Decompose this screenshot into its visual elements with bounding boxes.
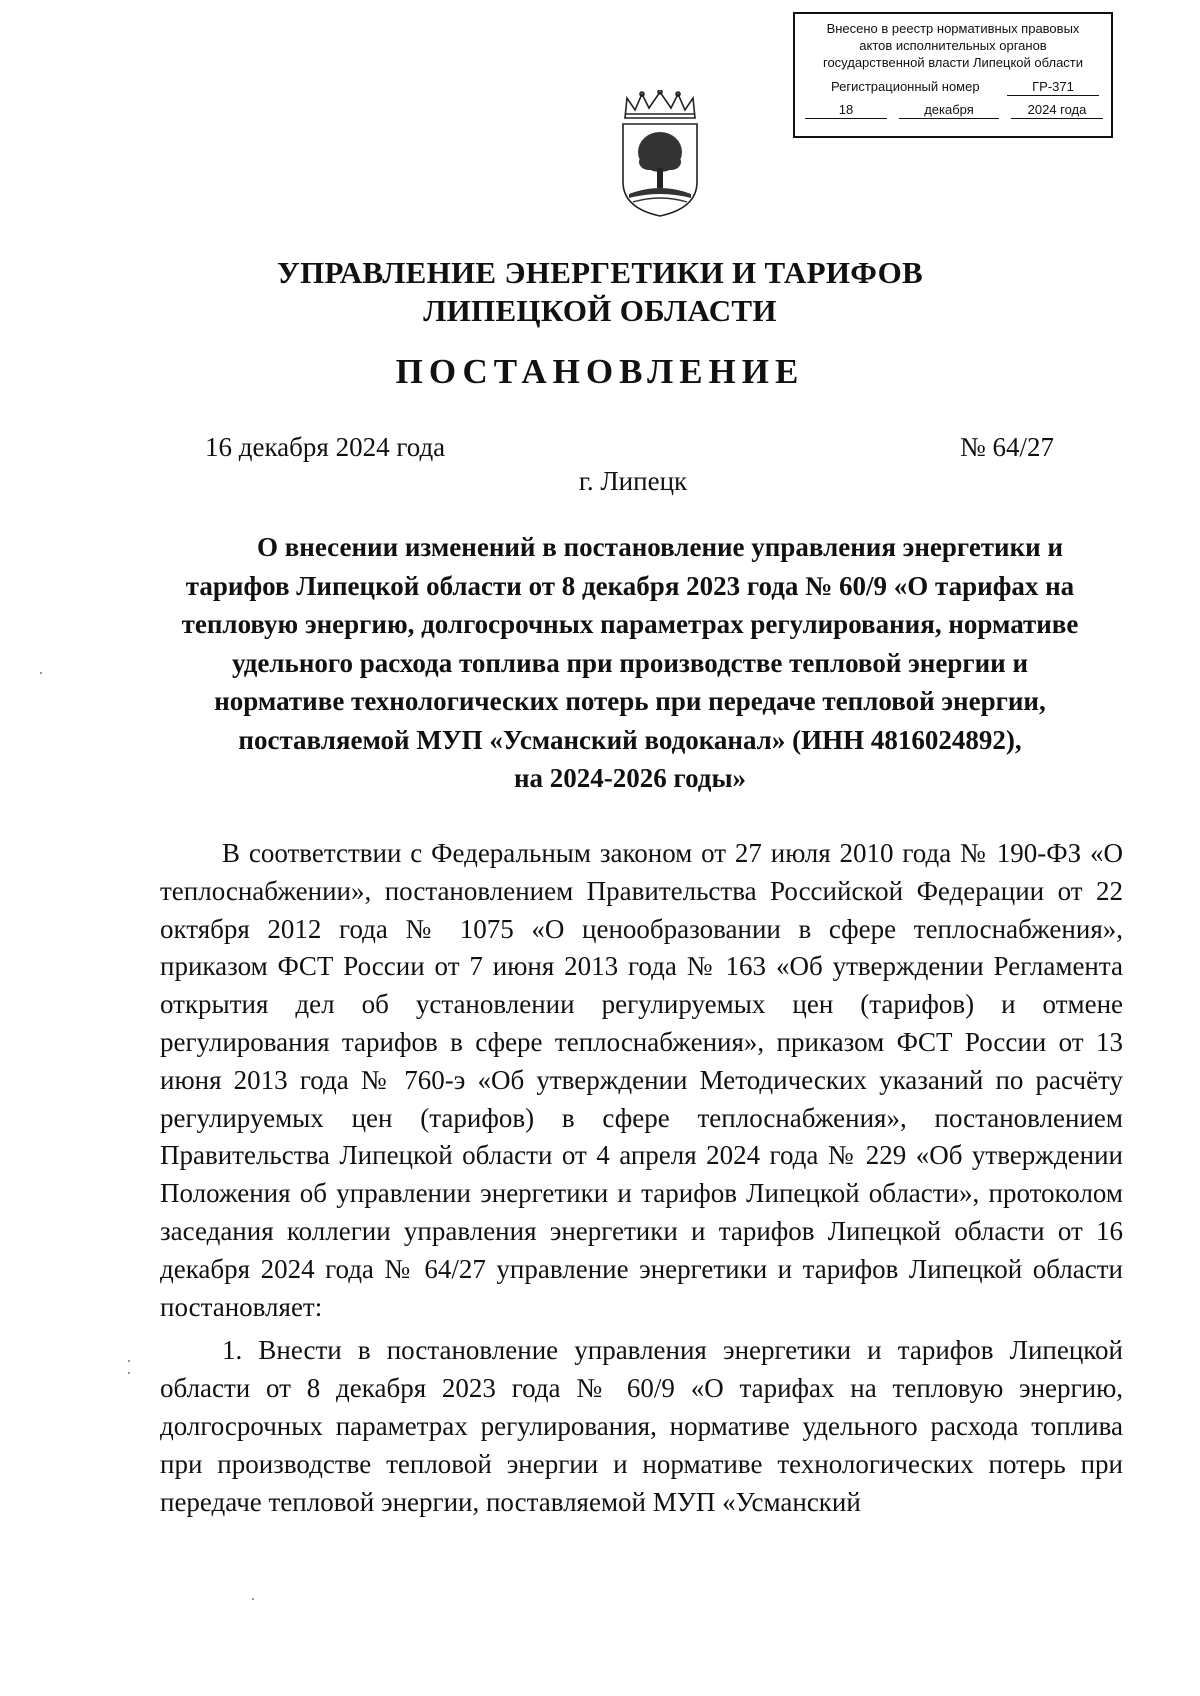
stamp-line: государственной власти Липецкой области: [822, 55, 1084, 70]
title-line: на 2024-2026 годы»: [513, 763, 747, 793]
title-line: поставляемой МУП «Усманский водоканал» (ИНН 4816024892),: [238, 724, 1022, 755]
stamp-year: 2024 года: [1011, 102, 1103, 119]
item-1-paragraph: 1. Внести в постановление управления энергетики и тарифов Липецкой области от 8 декабря 2023 года № 60/9 «О тарифах на тепловую энергию, долгосрочных параметрах регулирования, нормативе удельного расхода топлива при производстве тепловой энергии и нормативе технологических потерь при передаче тепловой энергии, поставляемой МУП «Усманский: [160, 1335, 1123, 1517]
org-name-line2: ЛИПЕЦКОЙ ОБЛАСТИ: [423, 293, 777, 328]
document-city: г. Липецк: [578, 466, 688, 496]
stamp-reg-number: ГР-371: [1007, 79, 1099, 96]
stamp-reg-label: Регистрационный номер: [831, 79, 980, 94]
document-body: [160, 835, 1123, 1521]
document-date: 16 декабря 2024 года: [205, 432, 446, 462]
preamble-paragraph: В соответствии с Федеральным законом от 27 июля 2010 года № 190-ФЗ «О теплоснабжении», постановлением Правительства Российской Федерации от 22 октября 2012 года № 1075 «О ценообразовании в сфере теплоснабжения», приказом ФСТ России от 7 июня 2013 года № 163 «Об утверждении Регламента открытия дел об установлении регулируемых цен (тарифов) и отмене регулирования тарифов в сфере теплоснабжения», приказом ФСТ России от 13 июня 2013 года № 760-э «Об утверждении Методических указаний по расчёту регулируемых цен (тарифов) в сфере теплоснабжения», постановлением Правительства Липецкой области от 4 апреля 2024 года № 229 «Об утверждении Положения об управлении энергетики и тарифов Липецкой области», протоколом заседания коллегии управления энергетики и тарифов Липецкой области от 16 декабря 2024 года № 64/27 управление энергетики и тарифов Липецкой области постановляет:: [160, 838, 1123, 1322]
title-line: тарифов Липецкой области от 8 декабря 2023 года № 60/9 «О тарифах на: [185, 570, 1075, 601]
title-line: удельного расхода топлива при производстве тепловой энергии и: [231, 647, 1029, 678]
document-number: № 64/27: [960, 432, 1055, 462]
stamp-line: актов исполнительных органов: [859, 38, 1047, 53]
document-type: ПОСТАНОВЛЕНИЕ: [395, 352, 805, 391]
stamp-day: 18: [805, 102, 887, 119]
document-title: [150, 528, 1110, 798]
org-name-line1: УПРАВЛЕНИЕ ЭНЕРГЕТИКИ И ТАРИФОВ: [277, 255, 923, 290]
title-line: нормативе технологических потерь при передаче тепловой энергии,: [214, 686, 1046, 716]
title-line: О внесении изменений в постановление управления энергетики и: [256, 532, 1064, 562]
stamp-month: декабря: [899, 102, 999, 119]
registry-stamp: [793, 12, 1113, 138]
stamp-line: Внесено в реестр нормативных правовых: [826, 21, 1080, 36]
title-line: тепловую энергию, долгосрочных параметрах регулирования, нормативе: [181, 609, 1079, 639]
coat-of-arms-icon: [615, 90, 705, 220]
